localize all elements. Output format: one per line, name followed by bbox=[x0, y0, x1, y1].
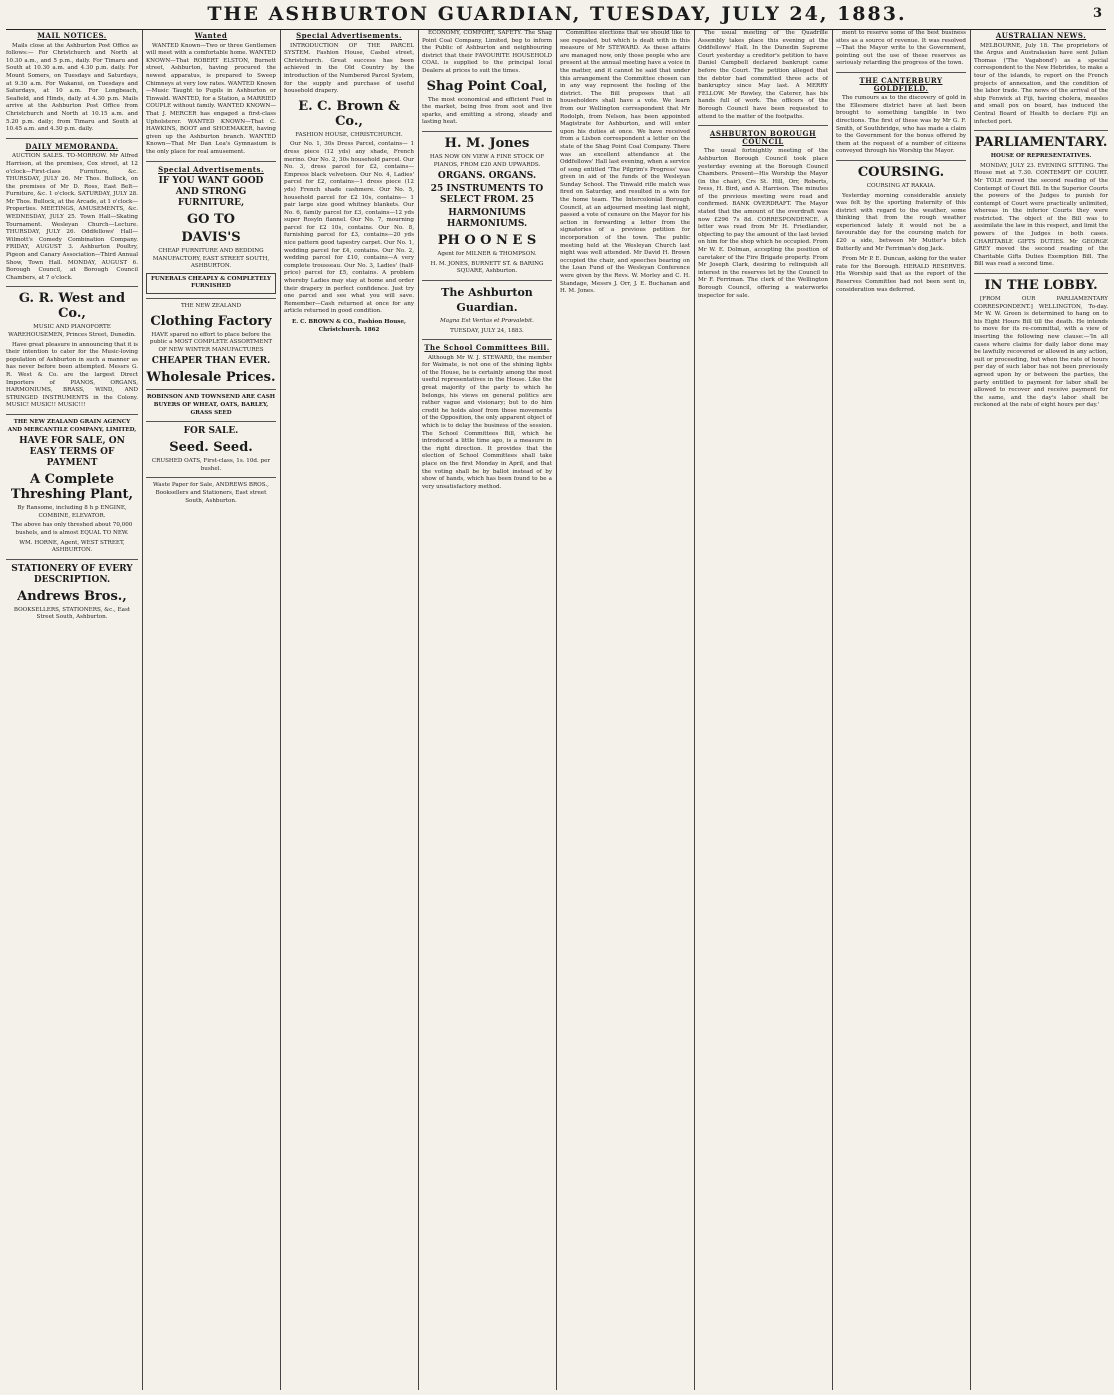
andrews-bros-title: Andrews Bros., bbox=[17, 588, 127, 604]
page-number: 3 bbox=[1092, 6, 1102, 21]
mail-notices-text: Mails close at the Ashburton Post Office as follows:— For Christchurch and North at 10.30 a.m., and 5 p.m., daily. For Timaru and South at 10.30 a.m. and 4.30 p.m. daily. For Mount Somers, on Tuesdays and Saturdays, at 9.30 a.m. For Wakanui, on Tuesdays and Saturdays, at 10 a.m. For Longbeach, Seafield, and Hinds, daily at 4.30 p.m. Mails arrive at the Ashburton Post Office from Christchurch and North at 10.15 a.m. and 5.20 p.m. daily; from Timaru and South at 10.45 a.m. and 4.30 p.m. daily. bbox=[6, 42, 138, 133]
threshing-plant-details: By Ransome, including 8 h p ENGINE, COMBINE, ELEVATOR. bbox=[17, 505, 127, 519]
coursing-text: Yesterday morning considerable anxiety was felt by the sporting fraternity of this district with regard to the weather, some thinking that from the rough weather experienced lately it would not be a favourable day for the coursing match for £20 a side, between Mr Mutter's bitch Butterfly and Mr Ferriman's dog Jack. bbox=[836, 192, 966, 252]
shag-point-text: The most economical and efficient Fuel in the market, being free from soot and live sparks, and emitting a strong, steady and lasting heat. bbox=[422, 96, 552, 126]
shag-point-title: Shag Point Coal, bbox=[426, 78, 548, 94]
jones-pianos: HAS NOW ON VIEW A FINE STOCK OF PIANOS, FROM £20 AND UPWARDS. bbox=[429, 153, 545, 168]
west-ad-subtitle: MUSIC AND PIANOFORTE WAREHOUSEMEN, Princes Street, Dunedin. bbox=[8, 324, 136, 338]
brown-co-title: E. C. Brown & Co., bbox=[298, 98, 400, 129]
council-continued-text: From Mr P. E. Duncan, asking for the water rate for the Borough. HERALD RESERVES. His Worship said that as the report of the Reserves Committee had not been sent in, consideration was deferred. bbox=[836, 256, 966, 293]
local-news-text: Committee elections that we should like to see repealed, but which is dealt with in this measure of Mr STEWARD. As these affairs are managed now, only those people who are present at the annual meeting have a voice in the matter, and it cannot be said that under this arrangement the Committee chosen can in any way represent the feeling of the district. The Bill proposes that all householders shall have a vote. We learn from our Wellington correspondent that Mr Rodolph, from Nelson, has been appointed Magistrate for Ashburton, and will enter upon his duties at once. We have received from a Lisbon correspondent a letter on the state of the Shag Point Coal Company. There was an excellent attendance at the Oddfellows' Hall last evening, when a service of song entitled 'The Pilgrim's Progress' was given in aid of the funds of the Wesleyan Sunday School. The Tinwald rifle match was fired on Saturday, and resulted in a win for the home team. The Intercolonial Borough Council, at an adjourned meeting last night, passed a vote of censure on the Mayor for his action in forwarding a letter from the signatories of a previous petition for incorporation of the town. The public meeting held at the Wesleyan Church last night was well attended. Mr David H. Brown occupied the chair, and speeches bearing on the Loan Fund of the Wesleyan Conference were given by the Revs. W. Morley and C. H. Standage, Messrs J. Orr, J. E. Buchanan and H. M. Jones. bbox=[560, 30, 690, 295]
borough-council-heading: ASHBURTON BOROUGH COUNCIL bbox=[709, 129, 817, 146]
goldfield-heading: THE CANTERBURY GOLDFIELD. bbox=[859, 75, 943, 93]
column-7 bbox=[836, 30, 966, 1390]
column-6 bbox=[698, 30, 828, 1390]
divider bbox=[836, 72, 966, 73]
jones-agent: Agent for MILNER & THOMPSON. bbox=[437, 251, 537, 258]
column-divider bbox=[142, 30, 143, 1390]
australian-news-text: MELBOURNE, July 18. The proprietors of the Argus and Australasian have sent Julian Thomas ('The Vagabond') as a special correspondent to the New Hebrides, to make a tour of the islands, to report on the French projects of annexation, and the condition of the labor trade. The news of the arrival of the ship Fenwick at Fiji, having cholera, measles and small pox on board, has induced the Central Board of Health to declare Fiji an infected port. bbox=[974, 42, 1108, 125]
divider bbox=[6, 286, 138, 287]
editorial-title: The Ashburton Guardian. bbox=[441, 285, 533, 314]
daily-memoranda-text: AUCTION SALES. TO-MORROW. Mr Alfred Harrison, at the premises, Cox street, at 12 o'clock—First-class Furniture, &c. THURSDAY, JULY 26. Mr Thos. Bullock, on the premises of Mr D. Ross, East Belt—Furniture, &c. 1 o'clock. SATURDAY, JULY 28. Mr Thos. Bullock, at the Arcade, at 1 o'clock—Properties. MEETINGS, AMUSEMENTS, &c. WEDNESDAY, JULY 25. Town Hall—Skating Tournament. Wesleyan Church—Lecture. THURSDAY, JULY 26. Oddfellows' Hall—Wilmott's Comedy Combination Company. FRIDAY, AUGUST 3. Ashburton Poultry, Pigeon and Canary Association—Third Annual Show, Town Hall. MONDAY, AUGUST 6. Borough Council, at Borough Council Chambers, at 7 o'clock. bbox=[6, 153, 138, 281]
clothing-ad-wholesale: Wholesale Prices. bbox=[146, 370, 276, 386]
coursing-heading: COURSING. bbox=[857, 164, 945, 180]
divider bbox=[146, 298, 276, 299]
special-ads-heading: Special Advertisements. bbox=[158, 164, 264, 174]
local-items-text: The usual meeting of the Quadrille Assembly takes place this evening at the Oddfellows' Hall. In the Dunedin Supreme Court yesterday a creditor's petition to have Daniel Campbell declared bankrupt came before the Court. The petition alleged that the debtor had committed three acts of bankruptcy since May last. A MERRY FELLOW. Mr Rowley, the Caterer, has his hands full of work. The officers of the Borough Council have been requested to attend to the matter of the footpaths. bbox=[698, 30, 828, 120]
crushed-oats: CRUSHED OATS, First-class, 1s. 10d. per bushel. bbox=[151, 458, 271, 472]
clothing-ad-cheaper: CHEAPER THAN EVER. bbox=[151, 356, 271, 367]
masthead-title: THE ASHBURTON GUARDIAN, TUESDAY, JULY 24, 1883. bbox=[207, 3, 907, 25]
divider bbox=[422, 280, 552, 281]
borough-council-text: The usual fortnightly meeting of the Ashburton Borough Council took place yesterday evening at the Borough Council Chambers. Present—His Worship the Mayor (in the chair), Crs St. Hill, Orr, Roberts, Ivess, H. Bird, and A. Harrison. The minutes of the previous meeting were read and confirmed. BANK OVERDRAFT. The Mayor stated that the amount of the overdraft was now £296 7s 8d. CORRESPONDENCE. A letter was read from Mr H. Friedlander, objecting to pay the amount of the last levied on him for the shop which he occupied. From Mr W. E. Dolman, accepting the position of caretaker of the Fire Brigade property. From Mr Joseph Clark, desiring to relinquish all interest in the reserves let by the Council to Mr F. Ferriman. The clerk of the Wellington Borough Council, offering a waterworks inspector for sale. bbox=[698, 148, 828, 299]
column-5 bbox=[560, 30, 690, 1390]
waste-paper-ad: Waste Paper for Sale, ANDREWS BROS., Booksellers and Stationers, East street South, Ashburton. bbox=[153, 482, 269, 504]
andrews-bros-subtitle: BOOKSELLERS, STATIONERS, &c., East Street South, Ashburton. bbox=[13, 606, 131, 621]
jones-address: H. M. JONES, BURNETT ST. & BARING SQUARE, Ashburton. bbox=[430, 260, 544, 275]
clothing-ad-title: Clothing Factory bbox=[150, 313, 272, 329]
shag-point-intro: ECONOMY, COMFORT, SAFETY. The Shag Point Coal Company, Limited, beg to inform the Public of Ashburton and neighbouring district that their FAVOURITE HOUSEHOLD COAL is supplied to the principal local Dealers at prices to suit the times. bbox=[422, 30, 552, 74]
column-4 bbox=[422, 30, 552, 1390]
school-committees-heading: The School Committees Bill. bbox=[424, 343, 550, 353]
column-2 bbox=[146, 30, 276, 1390]
jones-instruments: 25 INSTRUMENTS TO SELECT FROM. 25 bbox=[430, 184, 544, 206]
column-8 bbox=[974, 30, 1108, 1390]
threshing-plant-note: The above has only threshed about 70,000 bushels, and is almost EQUAL TO NEW. bbox=[11, 522, 133, 536]
lobby-heading: IN THE LOBBY. bbox=[984, 278, 1098, 294]
clothing-ad-intro: THE NEW ZEALAND bbox=[180, 303, 242, 310]
robinson-ad: ROBINSON AND TOWNSEND ARE CASH BUYERS OF WHEAT, OATS, BARLEY, GRASS SEED bbox=[146, 394, 276, 416]
clothing-ad-text: HAVE spared no effort to place before the public a MOST COMPLETE ASSORTMENT OF NEW WINTER MANUFACTURES bbox=[149, 331, 273, 353]
divider bbox=[974, 130, 1108, 131]
davis-ad-title: DAVIS'S bbox=[181, 230, 241, 246]
divider bbox=[6, 138, 138, 139]
jones-title: H. M. Jones bbox=[444, 135, 530, 151]
jones-phones: PH O O N E S bbox=[437, 233, 537, 249]
column-divider bbox=[280, 30, 281, 1390]
special-ads-heading-2: Special Advertisements. bbox=[296, 31, 402, 40]
west-ad-text: Have great pleasure in announcing that it is their intention to cater for the Music-loving population of Ashburton in such a manner as has never before been attempted. Messrs G. R. West & Co. are the largest Direct Importers of PIANOS, ORGANS, HARMONIUMS, BRASS, WIND, AND STRINGED INSTRUMENTS in the Colony. MUSIC! MUSIC!! MUSIC!!! bbox=[6, 341, 138, 409]
jones-harmoniums: HARMONIUMS HARMONIUMS. bbox=[446, 208, 528, 230]
funerals-ad: FUNERALS CHEAPLY & COMPLETELY FURNISHED bbox=[146, 273, 276, 294]
wanted-heading: Wanted bbox=[194, 31, 228, 40]
for-sale-heading: FOR SALE. bbox=[183, 426, 239, 437]
column-divider bbox=[694, 30, 695, 1390]
seed-title: Seed. Seed. bbox=[169, 440, 253, 456]
reserves-text: ment to reserve some of the best business sites as a source of revenue. It was resolved—That the Mayor write to the Government, pointing out the use of these reserves as seriously retarding the progress of the town. bbox=[836, 30, 966, 67]
coursing-subheading: COURSING AT RAKAIA. bbox=[866, 182, 936, 189]
divider bbox=[6, 559, 138, 560]
davis-ad-details: CHEAP FURNITURE AND BEDDING MANUFACTORY, EAST STREET SOUTH, ASHBURTON. bbox=[152, 248, 270, 270]
daily-memoranda-heading: DAILY MEMORANDA. bbox=[25, 141, 119, 151]
davis-ad-goto: GO TO bbox=[187, 212, 235, 228]
west-ad-title: G. R. West and Co., bbox=[18, 291, 126, 322]
divider bbox=[698, 125, 828, 126]
divider bbox=[422, 131, 552, 132]
house-heading: HOUSE OF REPRESENTATIVES. bbox=[990, 153, 1092, 160]
threshing-plant-title: A Complete Threshing Plant, bbox=[10, 472, 134, 503]
column-divider bbox=[970, 30, 971, 1390]
column-3 bbox=[284, 30, 414, 1390]
brown-co-subtitle: FASHION HOUSE, CHRISTCHURCH. bbox=[295, 131, 403, 138]
goldfield-text: The rumours as to the discovery of gold in the Ellesmere district have at last been brought to something tangible in two directions. The first of these was by Mr G. F. Smith, of Southbridge, who has made a claim to the Government for the bonus offered by them at the request of a number of citizens conveyed through his Worship the Mayor. bbox=[836, 95, 966, 155]
parliamentary-text: MONDAY, JULY 23. EVENING SITTING. The House met at 7.30. CONTEMPT OF COURT. Mr TOLE moved the second reading of the Contempt of Court Bill. In the Superior Courts the powers of the Judges to punish for contempt of Court were practically unlimited, whereas in the inferior Courts they were restricted. The object of the Bill was to assimilate the law in this respect, and limit the powers of the Judges in both cases. CHARITABLE GIFTS DUTIES. Mr GEORGE GREY moved the second reading of the Charitable Gifts Duties Exemption Bill. The Bill was read a second time. bbox=[974, 162, 1108, 268]
divider bbox=[422, 339, 552, 340]
column-divider bbox=[418, 30, 419, 1390]
divider bbox=[836, 160, 966, 161]
school-committees-text: Although Mr W. J. STEWARD, the member for Waimate, is not one of the shining lights of the House, he is certainly among the most useful representatives in the House. Like the great majority of the party to which he belongs, his views on general politics are rather vague and visionary; but to do him credit he holds aloof from those movements of the Opposition, the only apparent object of which is to delay the business of the session. The School Committees Bill, which he introduced a little time ago, is a measure in the right direction. It provides that the election of School Committees shall take place on the first Monday in April, and that the voting shall be by ballot instead of by show of hands, which has been found to be a very unsatisfactory method. bbox=[422, 354, 552, 490]
lobby-text: [FROM OUR PARLIAMENTARY CORRESPONDENT.] WELLINGTON, To-day. Mr W. W. Green is determined to hang on to his Eight Hours Bill till the death. He intends to move for its re-committal, with a view of inserting the following new clause:—'In all cases where claims for daily labor done may be lawfully recovered or allowed in any action, suit or proceeding, but when the rate of hours per day of such labor has not been previously agreed upon by or between the parties, the party entitled to payment for labor shall be allowed to recover and receive payment for the same, and the day's labor shall be reckoned at the rate of eight hours per day.' bbox=[974, 296, 1108, 409]
parcel-list: Our No. 1, 30s Dress Parcel, contains— 1 dress piece (12 yds) any shade, French merino. Our No. 2, 30s household parcel. Our No. 3, dress parcel for £2, contains— Empress black velveteen. Our No. 4, Ladies' parcel for £2, contains—1 dress piece (12 yds) French shade cashmere. Our No. 5, household parcel for £2 10s, contains— 1 pair large size good whitney blankets. Our No. 6, family parcel for £3, contains—12 yds super Rosyln flannel. Our No. 7, mourning parcel for £2 10s, contains. Our No. 8, furnishing parcel for £3, contains—20 yds nice pattern good tapestry carpet. Our No. 1, wedding parcel for £4, contains. Our No. 2, wedding parcel for £10, contains—A very complete trousseau. Our No. 3, Ladies' (half-price) parcel for £5, contains. A problem whereby Ladies may stay at home and order their drapery in perfect confidence. Just try one parcel and see what you will save. Remember—Cash returned at once for any article returned in good condition. bbox=[284, 141, 414, 315]
column-1 bbox=[6, 30, 138, 1390]
grain-agency-forsale: HAVE FOR SALE, ON EASY TERMS OF PAYMENT bbox=[19, 436, 125, 469]
editorial-date: TUESDAY, JULY 24, 1883. bbox=[450, 327, 524, 334]
threshing-plant-agent: WM. HORNE, Agent, WEST STREET, ASHBURTON. bbox=[19, 539, 125, 554]
editorial-motto: Magna Est Veritas et Prævalebit. bbox=[440, 317, 534, 324]
divider bbox=[6, 414, 138, 415]
brown-co-signature: E. C. BROWN & CO., Fashion House, Christchurch. 1862 bbox=[292, 319, 406, 333]
divider bbox=[146, 161, 276, 162]
parcel-system-intro: INTRODUCTION OF THE PARCEL SYSTEM. Fashion House, Cashel street, Christchurch. Great success has been achieved in the Old Country by the introduction of the Numbered Parcel System, for the supply and purchase of useful household drapery. bbox=[284, 42, 414, 95]
divider bbox=[146, 389, 276, 390]
column-divider bbox=[556, 30, 557, 1390]
wanted-text: WANTED Known—Two or three Gentlemen will meet with a comfortable home. WANTED KNOWN—That ROBERT ELSTON, Burnett street, Ashburton, having procured the newest apparatus, is prepared to Sweep Chimneys at very low rates. WANTED Known—Music Taught to Pupils in Ashburton or Tinwald. WANTED, for a Station, a MARRIED COUPLE without family. WANTED KNOWN—That J. MERCER has engaged a first-class Upholsterer. WANTED KNOWN—That C. HAWKINS, BOOT and SHOEMAKER, having given up the Ashburton branch. WANTED Known—That Mr Dan Lea's Gymnasium is the only place for real amusement. bbox=[146, 42, 276, 155]
davis-ad-intro: IF YOU WANT GOOD AND STRONG FURNITURE, bbox=[158, 176, 264, 209]
divider bbox=[146, 421, 276, 422]
stationery-heading: STATIONERY OF EVERY DESCRIPTION. bbox=[11, 563, 133, 585]
column-divider bbox=[832, 30, 833, 1390]
jones-organs: ORGANS. ORGANS. bbox=[437, 171, 537, 182]
masthead bbox=[0, 0, 1114, 28]
australian-news-heading: AUSTRALIAN NEWS. bbox=[995, 31, 1087, 40]
divider bbox=[974, 273, 1108, 274]
parliamentary-heading: PARLIAMENTARY. bbox=[974, 135, 1108, 151]
divider bbox=[146, 477, 276, 478]
grain-agency-title: THE NEW ZEALAND GRAIN AGENCY AND MERCANTILE COMPANY, LIMITED, bbox=[7, 418, 137, 433]
mail-notices-heading: MAIL NOTICES. bbox=[37, 31, 107, 40]
